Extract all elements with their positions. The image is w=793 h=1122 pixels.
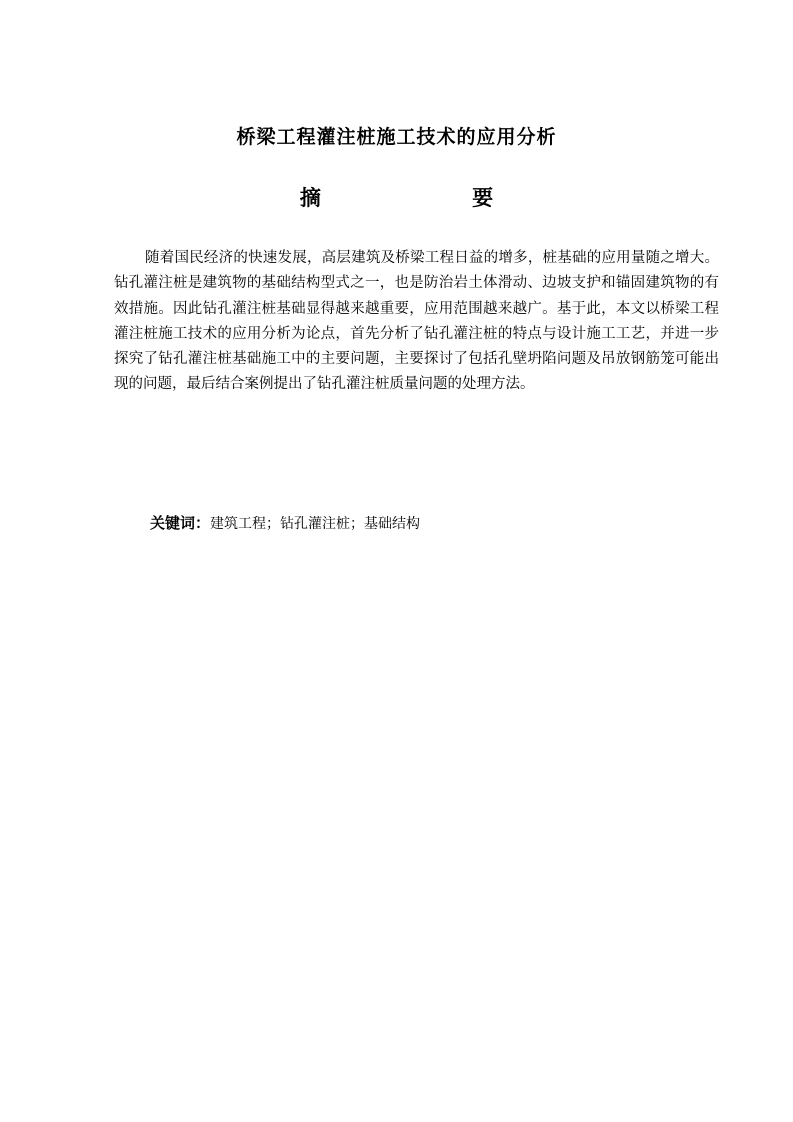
- abstract-body: 随着国民经济的快速发展，高层建筑及桥梁工程日益的增多，桩基础的应用量随之增大。钻孔灌注桩是建筑物的基础结构型式之一，也是防治岩土体滑动、边坡支护和锚固建筑物的有效措施。因此钻孔灌注桩基础显得越来越重要，应用范围越来越广。基于此，本文以桥梁工程灌注桩施工技术的应用分析为论点，首先分析了钻孔灌注桩的特点与设计施工工艺，并进一步探究了钻孔灌注桩基础施工中的主要问题，主要探讨了包括孔壁坍陷问题及吊放钢筋笼可能出现的问题，最后结合案例提出了钻孔灌注桩质量问题的处理方法。: [114, 250, 719, 393]
- keywords-text: 建筑工程；钻孔灌注桩；基础结构: [210, 516, 421, 532]
- abstract-heading: 摘 要: [299, 186, 546, 210]
- document-title: 桥梁工程灌注桩施工技术的应用分析: [236, 126, 557, 148]
- keywords-label: 关键词：: [150, 514, 211, 532]
- keywords-line: [150, 511, 710, 536]
